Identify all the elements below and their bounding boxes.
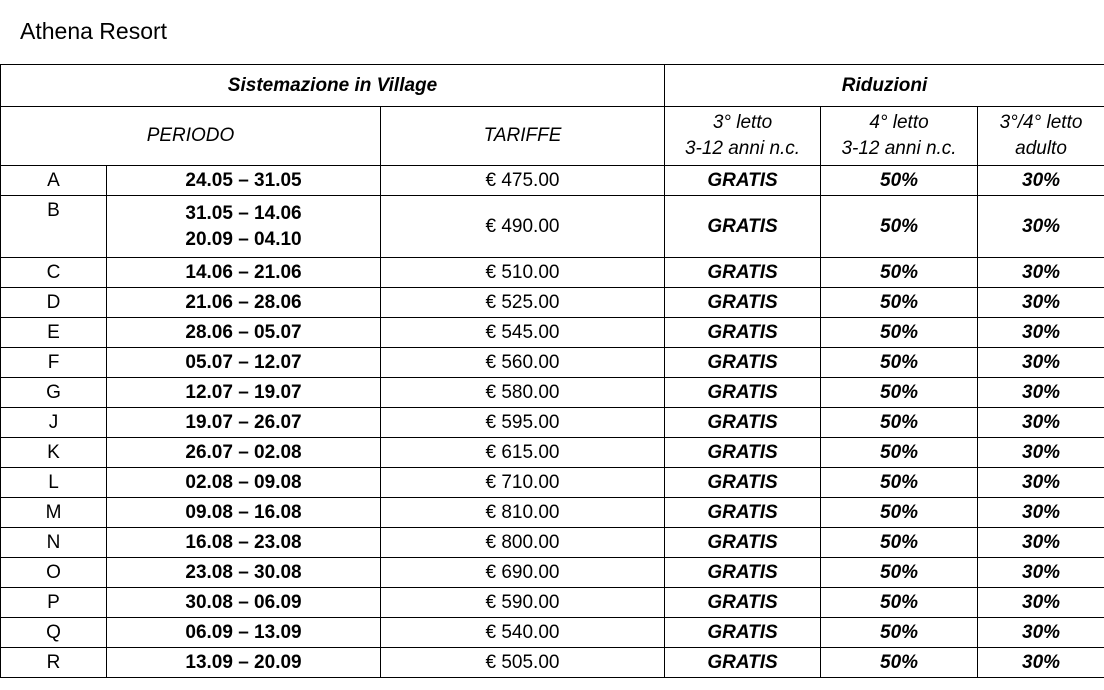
table-row bbox=[1, 468, 1104, 498]
period-dates-cell bbox=[107, 648, 381, 678]
reduction-3rd-bed-cell: GRATIS bbox=[665, 618, 821, 648]
reduction-3rd-bed-cell: GRATIS bbox=[665, 348, 821, 378]
period-dates-cell bbox=[107, 558, 381, 588]
table-row bbox=[1, 288, 1104, 318]
reduction-3rd-bed-cell: GRATIS bbox=[665, 588, 821, 618]
period-range: 19.07 – 26.07 bbox=[185, 411, 302, 433]
reduction-adult-bed-cell: 30% bbox=[978, 648, 1104, 678]
period-code-cell: E bbox=[1, 318, 107, 348]
reduction-adult-bed-cell: 30% bbox=[978, 166, 1104, 196]
period-dates-cell bbox=[107, 288, 381, 318]
header-4th-bed-line2: 3-12 anni n.c. bbox=[841, 138, 957, 159]
period-dates-cell bbox=[107, 588, 381, 618]
reduction-adult-bed-cell: 30% bbox=[978, 378, 1104, 408]
period-code-cell: O bbox=[1, 558, 107, 588]
reduction-4th-bed-cell: 50% bbox=[821, 588, 978, 618]
reduction-3rd-bed-cell: GRATIS bbox=[665, 648, 821, 678]
period-code-cell: R bbox=[1, 648, 107, 678]
period-dates-cell bbox=[107, 378, 381, 408]
period-range: 13.09 – 20.09 bbox=[185, 651, 302, 673]
period-range: 16.08 – 23.08 bbox=[185, 531, 302, 553]
header-riduzioni: Riduzioni bbox=[665, 65, 1104, 107]
period-code-cell: J bbox=[1, 408, 107, 438]
reduction-3rd-bed-cell: GRATIS bbox=[665, 378, 821, 408]
header-4th-bed-line1: 4° letto bbox=[869, 112, 929, 133]
table-row bbox=[1, 348, 1104, 378]
reduction-adult-bed-cell: 30% bbox=[978, 348, 1104, 378]
table-row bbox=[1, 166, 1104, 196]
reduction-4th-bed-cell: 50% bbox=[821, 196, 978, 258]
period-code-cell: G bbox=[1, 378, 107, 408]
reduction-3rd-bed-cell: GRATIS bbox=[665, 468, 821, 498]
period-range: 02.08 – 09.08 bbox=[185, 471, 302, 493]
reduction-4th-bed-cell: 50% bbox=[821, 558, 978, 588]
period-range: 21.06 – 28.06 bbox=[185, 291, 302, 313]
price-cell: € 560.00 bbox=[381, 348, 665, 378]
period-code-cell: P bbox=[1, 588, 107, 618]
period-range: 24.05 – 31.05 bbox=[185, 169, 302, 191]
reduction-adult-bed-cell: 30% bbox=[978, 196, 1104, 258]
price-cell: € 590.00 bbox=[381, 588, 665, 618]
period-code-cell: Q bbox=[1, 618, 107, 648]
period-dates-cell bbox=[107, 348, 381, 378]
header-3rd-bed bbox=[665, 107, 821, 166]
reduction-4th-bed-cell: 50% bbox=[821, 318, 978, 348]
reduction-adult-bed-cell: 30% bbox=[978, 318, 1104, 348]
price-cell: € 540.00 bbox=[381, 618, 665, 648]
period-code-cell: C bbox=[1, 258, 107, 288]
price-cell: € 710.00 bbox=[381, 468, 665, 498]
period-dates-cell bbox=[107, 258, 381, 288]
reduction-adult-bed-cell: 30% bbox=[978, 408, 1104, 438]
table-row bbox=[1, 648, 1104, 678]
price-cell: € 475.00 bbox=[381, 166, 665, 196]
price-cell: € 525.00 bbox=[381, 288, 665, 318]
reduction-3rd-bed-cell: GRATIS bbox=[665, 408, 821, 438]
header-sistemazione: Sistemazione in Village bbox=[1, 65, 665, 107]
period-range: 31.05 – 14.06 bbox=[185, 202, 302, 224]
period-dates-cell bbox=[107, 468, 381, 498]
period-dates-cell bbox=[107, 438, 381, 468]
header-adult-bed-line2: adulto bbox=[1015, 138, 1067, 159]
reduction-4th-bed-cell: 50% bbox=[821, 378, 978, 408]
reduction-4th-bed-cell: 50% bbox=[821, 348, 978, 378]
reduction-4th-bed-cell: 50% bbox=[821, 288, 978, 318]
period-range: 05.07 – 12.07 bbox=[185, 351, 302, 373]
reduction-3rd-bed-cell: GRATIS bbox=[665, 258, 821, 288]
period-dates-cell bbox=[107, 528, 381, 558]
price-cell: € 545.00 bbox=[381, 318, 665, 348]
reduction-adult-bed-cell: 30% bbox=[978, 258, 1104, 288]
header-row-columns bbox=[1, 107, 1104, 166]
reduction-adult-bed-cell: 30% bbox=[978, 588, 1104, 618]
price-cell: € 810.00 bbox=[381, 498, 665, 528]
period-dates-cell bbox=[107, 498, 381, 528]
price-cell: € 510.00 bbox=[381, 258, 665, 288]
table-row bbox=[1, 618, 1104, 648]
price-cell: € 690.00 bbox=[381, 558, 665, 588]
reduction-adult-bed-cell: 30% bbox=[978, 528, 1104, 558]
reduction-adult-bed-cell: 30% bbox=[978, 498, 1104, 528]
header-4th-bed bbox=[821, 107, 978, 166]
reduction-4th-bed-cell: 50% bbox=[821, 648, 978, 678]
table-row bbox=[1, 318, 1104, 348]
period-code-cell: M bbox=[1, 498, 107, 528]
table-row bbox=[1, 558, 1104, 588]
header-tariffe: TARIFFE bbox=[381, 107, 665, 166]
period-dates-cell bbox=[107, 166, 381, 196]
period-dates-cell bbox=[107, 318, 381, 348]
table-row bbox=[1, 438, 1104, 468]
reduction-4th-bed-cell: 50% bbox=[821, 498, 978, 528]
reduction-3rd-bed-cell: GRATIS bbox=[665, 196, 821, 258]
period-dates-cell bbox=[107, 618, 381, 648]
header-adult-bed bbox=[978, 107, 1104, 166]
reduction-3rd-bed-cell: GRATIS bbox=[665, 288, 821, 318]
reduction-3rd-bed-cell: GRATIS bbox=[665, 318, 821, 348]
table-row bbox=[1, 588, 1104, 618]
reduction-adult-bed-cell: 30% bbox=[978, 468, 1104, 498]
period-range: 14.06 – 21.06 bbox=[185, 261, 302, 283]
period-code-cell: L bbox=[1, 468, 107, 498]
price-cell: € 615.00 bbox=[381, 438, 665, 468]
price-cell: € 490.00 bbox=[381, 196, 665, 258]
header-row-groups bbox=[1, 65, 1104, 107]
table-row bbox=[1, 378, 1104, 408]
reduction-3rd-bed-cell: GRATIS bbox=[665, 438, 821, 468]
period-dates-cell bbox=[107, 408, 381, 438]
rates-table bbox=[0, 64, 1104, 678]
reduction-3rd-bed-cell: GRATIS bbox=[665, 166, 821, 196]
price-cell: € 800.00 bbox=[381, 528, 665, 558]
table-row bbox=[1, 528, 1104, 558]
reduction-4th-bed-cell: 50% bbox=[821, 618, 978, 648]
reduction-4th-bed-cell: 50% bbox=[821, 438, 978, 468]
reduction-4th-bed-cell: 50% bbox=[821, 408, 978, 438]
period-dates-cell bbox=[107, 196, 381, 258]
period-range: 09.08 – 16.08 bbox=[185, 501, 302, 523]
header-adult-bed-line1: 3°/4° letto bbox=[999, 112, 1083, 133]
period-range: 12.07 – 19.07 bbox=[185, 381, 302, 403]
reduction-4th-bed-cell: 50% bbox=[821, 258, 978, 288]
reduction-adult-bed-cell: 30% bbox=[978, 618, 1104, 648]
period-code-cell: F bbox=[1, 348, 107, 378]
reduction-adult-bed-cell: 30% bbox=[978, 288, 1104, 318]
period-range: 26.07 – 02.08 bbox=[185, 441, 302, 463]
reduction-4th-bed-cell: 50% bbox=[821, 528, 978, 558]
period-code-cell: D bbox=[1, 288, 107, 318]
reduction-3rd-bed-cell: GRATIS bbox=[665, 558, 821, 588]
price-cell: € 505.00 bbox=[381, 648, 665, 678]
period-code-cell: B bbox=[1, 196, 107, 258]
header-periodo: PERIODO bbox=[1, 107, 381, 166]
reduction-adult-bed-cell: 30% bbox=[978, 558, 1104, 588]
period-range: 30.08 – 06.09 bbox=[185, 591, 302, 613]
table-row bbox=[1, 196, 1104, 258]
period-code-cell: N bbox=[1, 528, 107, 558]
document-title: Athena Resort bbox=[20, 18, 168, 44]
table-row bbox=[1, 498, 1104, 528]
period-code-cell: A bbox=[1, 166, 107, 196]
period-range: 28.06 – 05.07 bbox=[185, 321, 302, 343]
reduction-3rd-bed-cell: GRATIS bbox=[665, 528, 821, 558]
reduction-adult-bed-cell: 30% bbox=[978, 438, 1104, 468]
period-range: 23.08 – 30.08 bbox=[185, 561, 302, 583]
price-cell: € 580.00 bbox=[381, 378, 665, 408]
period-code-cell: K bbox=[1, 438, 107, 468]
header-3rd-bed-line2: 3-12 anni n.c. bbox=[684, 138, 801, 159]
reduction-3rd-bed-cell: GRATIS bbox=[665, 498, 821, 528]
table-row bbox=[1, 258, 1104, 288]
period-range-secondary: 20.09 – 04.10 bbox=[185, 228, 302, 250]
table-row bbox=[1, 408, 1104, 438]
price-cell: € 595.00 bbox=[381, 408, 665, 438]
header-3rd-bed-line1: 3° letto bbox=[712, 112, 773, 133]
reduction-4th-bed-cell: 50% bbox=[821, 166, 978, 196]
period-range: 06.09 – 13.09 bbox=[185, 621, 302, 643]
reduction-4th-bed-cell: 50% bbox=[821, 468, 978, 498]
